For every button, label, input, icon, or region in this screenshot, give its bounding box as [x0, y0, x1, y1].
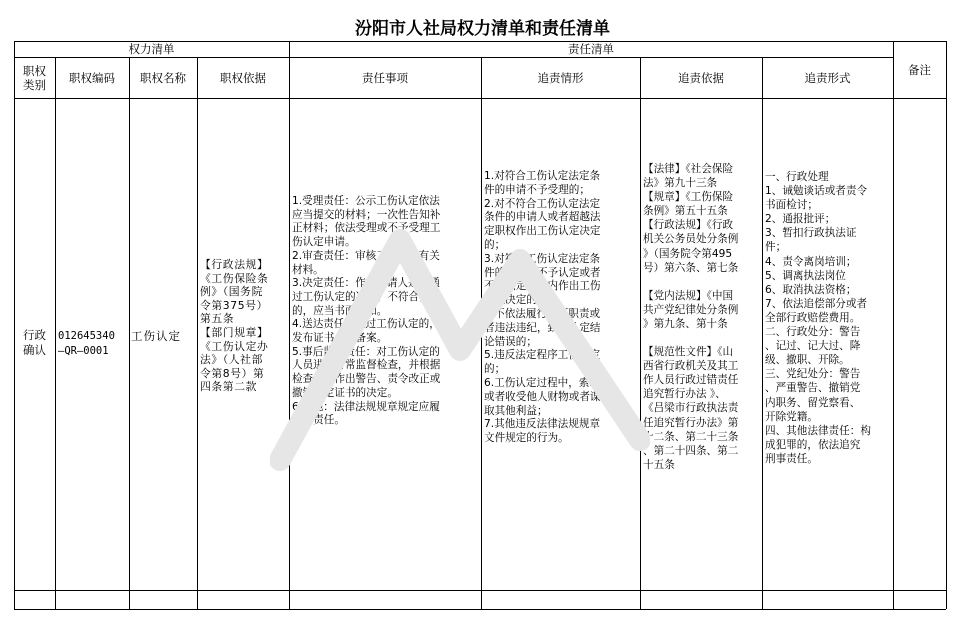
- header-basis: 职权依据: [220, 71, 266, 85]
- col-divider-3: [197, 57, 198, 609]
- cell-accountability-form: 一、行政处理 1、诫勉谈话或者责令 书面检讨； 2、通报批评； 3、暂扣行政执法证 件； 4、责令离岗培训； 5、调离执法岗位 6、取消执法资格； 7、依法追偿部分或者 全部行政赔偿费用。 二、行政处分：警告 、记过、记大过、降 级、撤职、开除。 三、党纪处分：警告 、严重警告、撤销党 内职务、留党察看、 开除党籍。 四、其他法律责任：构 成犯罪的，依法追究 刑事责任。: [765, 171, 871, 465]
- page-title: 汾阳市人社局权力清单和责任清单: [355, 19, 610, 39]
- row-bottom-border: [14, 590, 946, 591]
- header-accountability-form: 追责形式: [804, 71, 851, 85]
- col-divider-1: [55, 57, 56, 609]
- table-right-border: [946, 41, 947, 609]
- cell-duties: 1.受理责任：公示工伤认定依法 应当提交的材料；一次性告知补 正材料；依法受理或不予受理工 伤认定申请。 2.审查责任：审核工伤认定有关 材料。 3.决定责任：作出申请人是否通 过工伤认定的决定；不符合要求 的，应当书面告知。 4.送达责任：通过工伤认定的， 发布证书，并备案。 5.事后监管责任：对工伤认定的 人员进行日常监督检查，并根据 检查情况作出警告、责令改正或 撤销认定证书的决定。 6.其他：法律法规规章规定应履 行的责任。: [292, 195, 441, 427]
- header-code: 职权编码: [69, 71, 115, 85]
- cell-accountability: 1.对符合工伤认定法定条 件的申请不予受理的； 2.对不符合工伤认定法定 条件的申请人或者超越法 定职权作出工伤认定决定 的； 3.对符合工伤认定法定条 件的申请人不予认定或者 不在法定期限内作出工伤 认定决定的； 4.不依法履行许可职责或 者违法违纪，致使认定结 论错误的； 5.违反法定程序工伤认定 的； 6.工伤认定过程中，索取 或者收受他人财物或者谋 取其他利益； 7.其他违反法律法规规章 文件规定的行为。: [484, 170, 601, 445]
- col-divider-6: [640, 57, 641, 609]
- cell-category: 行政 确认: [23, 328, 46, 357]
- header-name: 职权名称: [140, 71, 186, 85]
- header-accountability: 追责情形: [537, 71, 584, 85]
- header-remarks: 备注: [908, 63, 931, 77]
- header-duties: 责任事项: [362, 71, 408, 85]
- cell-basis: 【行政法规】 《工伤保险条 例》（国务院 令第375号） 第五条 【部门规章】 《工伤认定办 法》（人社部 令第8号）第 四条第二款: [200, 258, 269, 394]
- header-accountability-basis: 追责依据: [678, 71, 724, 85]
- cell-code: 012645340 —QR—0001: [58, 330, 115, 357]
- col-divider-2: [129, 57, 130, 609]
- col-divider-7: [762, 57, 763, 609]
- cell-name: 工伤认定: [131, 329, 181, 343]
- table-bottom-border: [14, 609, 946, 610]
- power-list-group-header: 权力清单: [128, 42, 175, 56]
- table-left-border: [14, 41, 15, 609]
- responsibility-list-group-header: 责任清单: [568, 42, 614, 56]
- col-divider-4: [289, 41, 290, 609]
- cell-remarks: [893, 99, 946, 589]
- header-category: 职权 类别: [23, 64, 46, 92]
- cell-accountability-basis: 【法律】《社会保险 法》第九十三条 【规章】《工伤保险 条例》第五十五条 【行政法规】《行政 机关公务员处分条例 》（国务院令第495 号）第六条、第七条 【党内法规】《中国 共产党纪律处分条例 》第九条、第十条 【规范性文件】《山 西省行政机关及其工 作人员行政过错责任 追究暂行办法 》、 《吕梁市行政执法责 任追究暂行办法》第 十二条、第二十三条 、第二十四条、第二 十五条: [643, 163, 739, 471]
- col-divider-5: [481, 57, 482, 609]
- header-bottom-border: [14, 98, 946, 99]
